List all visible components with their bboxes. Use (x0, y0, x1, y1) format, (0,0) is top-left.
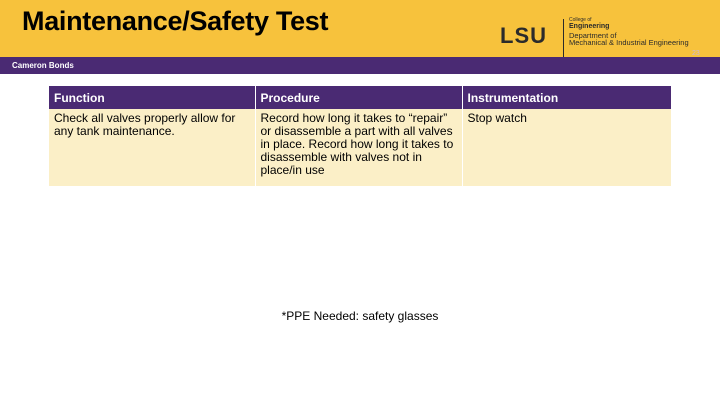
header-procedure: Procedure (255, 86, 462, 109)
author-name: Cameron Bonds (12, 61, 74, 70)
logo-text (569, 18, 719, 47)
cell-procedure: Record how long it takes to “repair” or disassemble a part with all valves in place. Record how long it takes to disassemble with valves not in place/in use (255, 109, 462, 186)
lsu-wordmark: LSU (500, 23, 547, 48)
cell-function: Check all valves properly allow for any tank maintenance. (49, 109, 255, 186)
logo-engineering-line: Engineering (569, 23, 610, 31)
header-instrumentation: Instrumentation (462, 86, 671, 109)
author-bar (0, 57, 720, 74)
header-function: Function (49, 86, 255, 109)
ppe-note: *PPE Needed: safety glasses (281, 309, 439, 323)
cell-instrumentation: Stop watch (462, 109, 671, 186)
test-table (49, 86, 671, 186)
logo-department-line: Department of (569, 30, 617, 40)
page-number: 23 (692, 50, 700, 57)
logo-divider (563, 19, 564, 57)
logo-college-line: College of (569, 17, 592, 23)
title-bar (0, 0, 720, 57)
table-header-row (49, 86, 671, 109)
slide-title: Maintenance/Safety Test (22, 6, 329, 36)
logo-department-name: Mechanical & Industrial Engineering (569, 38, 689, 48)
table-row (49, 109, 671, 186)
